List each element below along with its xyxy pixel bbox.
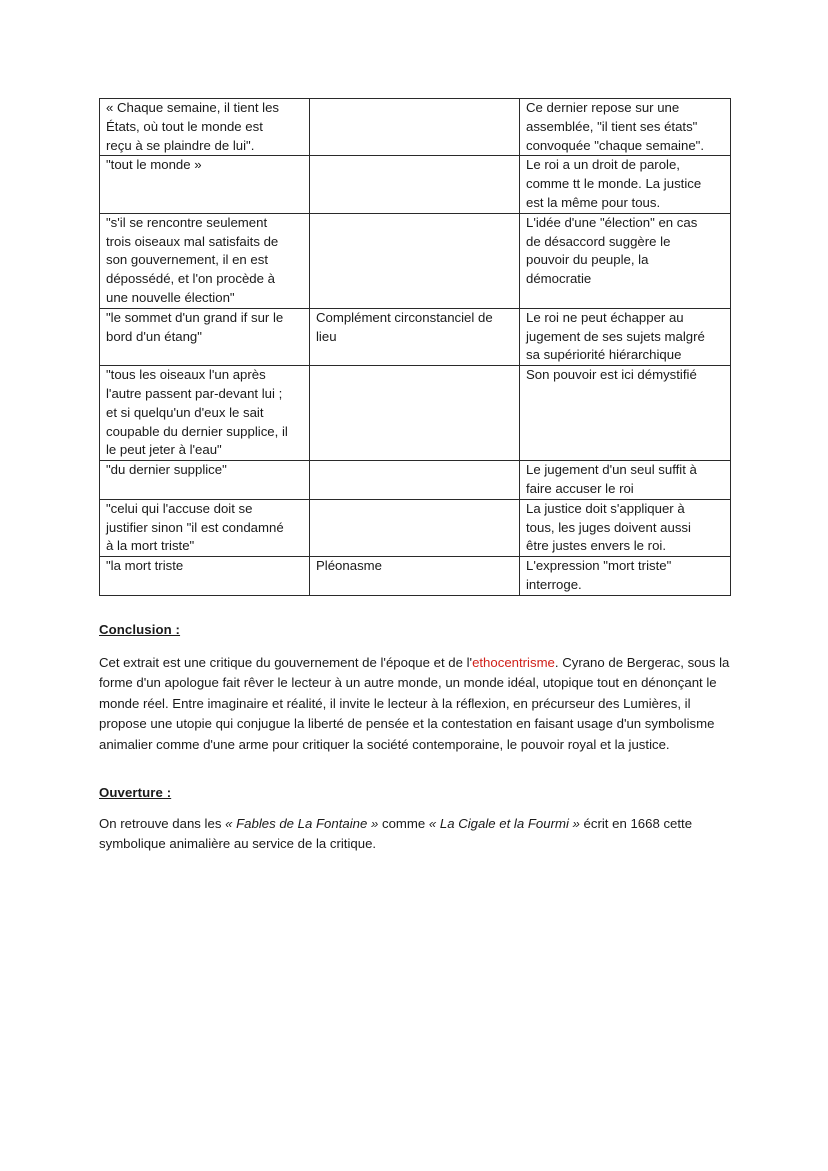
ouverture-heading: Ouverture : [99,785,172,800]
table-row [100,308,731,365]
table-row [100,156,731,213]
figure-cell [310,213,520,308]
conclusion-paragraph [99,653,731,755]
figure-cell [310,366,520,461]
quote-cell: "tous les oiseaux l'un après l'autre passent par-devant lui ; et si quelqu'un d'eux le sait coupable du dernier supplice, il le peut jeter à l'eau" [100,366,310,461]
interpretation-cell: La justice doit s'appliquer à tous, les juges doivent aussi être justes envers le roi. [520,499,731,556]
table-row [100,557,731,596]
quote-cell: "s'il se rencontre seulement trois oiseaux mal satisfaits de son gouvernement, il en est dépossédé, et l'on procède à une nouvelle élection" [100,213,310,308]
conclusion-text-start: Cet extrait est une critique du gouvernement de l'époque et de l' [99,655,473,670]
interpretation-cell: L'expression "mort triste" interroge. [520,557,731,596]
table-row [100,99,731,156]
ouverture-text-1: On retrouve dans les [99,816,226,831]
table-row [100,213,731,308]
figure-cell: Complément circonstanciel de lieu [310,308,520,365]
quote-cell: "celui qui l'accuse doit se justifier sinon "il est condamné à la mort triste" [100,499,310,556]
table-row [100,461,731,500]
quote-cell: "la mort triste [100,557,310,596]
interpretation-cell: Ce dernier repose sur une assemblée, "il tient ses états" convoquée "chaque semaine". [520,99,731,156]
figure-cell [310,99,520,156]
interpretation-cell: L'idée d'une "élection" en cas de désaccord suggère le pouvoir du peuple, la démocratie [520,213,731,308]
analysis-table [99,98,731,596]
analysis-table-body [100,99,731,596]
ouverture-text-3: écrit en 1668 cette symbolique animalière au service de la critique. [99,816,693,852]
conclusion-text-end: . Cyrano de Bergerac, sous la forme d'un apologue fait rêver le lecteur à un autre monde, un monde idéal, utopique tout en dénonçant le monde réel. Entre imaginaire et réalité, il invite le lecteur à la réflexion, en précurseur des Lumières, il propose une utopie qui conjugue la liberté de pensée et la contestation en faisant usage d'un symbolisme animalier comme d'une arme pour critiquer la société contemporaine, le pouvoir royal et la justice. [99,655,730,752]
figure-cell [310,499,520,556]
interpretation-cell: Le roi a un droit de parole, comme tt le monde. La justice est la même pour tous. [520,156,731,213]
ouverture-text-2: comme [378,816,429,831]
figure-cell [310,461,520,500]
quote-cell: "tout le monde » [100,156,310,213]
quote-cell: "le sommet d'un grand if sur le bord d'un étang" [100,308,310,365]
interpretation-cell: Son pouvoir est ici démystifié [520,366,731,461]
quote-cell: « Chaque semaine, il tient les États, où tout le monde est reçu à se plaindre de lui". [100,99,310,156]
table-row [100,499,731,556]
interpretation-cell: Le roi ne peut échapper au jugement de ses sujets malgré sa supériorité hiérarchique [520,308,731,365]
ouverture-paragraph [99,814,731,855]
figure-cell [310,156,520,213]
work-title-cigale: « La Cigale et la Fourmi » [428,816,580,831]
quote-cell: "du dernier supplice" [100,461,310,500]
interpretation-cell: Le jugement d'un seul suffit à faire accuser le roi [520,461,731,500]
table-row [100,366,731,461]
figure-cell: Pléonasme [310,557,520,596]
conclusion-heading: Conclusion : [99,622,181,637]
highlighted-term: ethocentrisme [472,655,555,670]
work-title-fables: « Fables de La Fontaine » [225,816,379,831]
